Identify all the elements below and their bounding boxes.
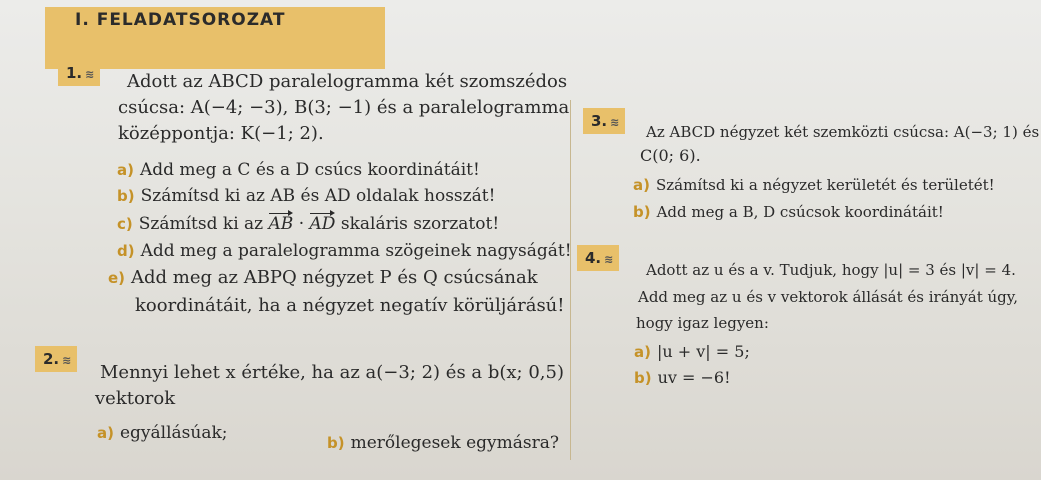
audio-icon: ≋	[85, 68, 95, 81]
dot: ·	[298, 214, 305, 234]
task-2-number: 2.	[43, 350, 60, 368]
task-4-number: 4.	[585, 249, 602, 267]
task-4-b	[634, 368, 731, 388]
audio-icon: ≋	[610, 116, 620, 129]
task-1-line-3: középpontja: K(−1; 2).	[118, 123, 324, 144]
marker: a)	[633, 176, 650, 194]
task-1-line-2: csúcsa: A(−4; −3), B(3; −1) és a paralelogramma	[118, 97, 570, 118]
text: uv = −6!	[657, 368, 731, 387]
marker: a)	[634, 343, 651, 361]
task-1-c	[117, 214, 499, 234]
marker: b)	[634, 369, 652, 387]
task-3-badge	[583, 108, 625, 134]
task-2-badge	[35, 346, 77, 372]
task-3-line-2: C(0; 6).	[640, 146, 701, 165]
task-2-line-2: vektorok	[95, 388, 176, 409]
text: Add meg a C és a D csúcs koordinátáit!	[139, 160, 480, 180]
task-1-d	[117, 241, 572, 261]
task-4-line-1: Adott az u és a v. Tudjuk, hogy |u| = 3 és |v| = 4.	[646, 261, 1016, 279]
task-1-a	[117, 160, 480, 180]
marker: c)	[117, 215, 133, 233]
task-1-badge	[58, 60, 100, 86]
marker: d)	[117, 242, 135, 260]
text: Számítsd ki a négyzet kerületét és területét!	[655, 176, 995, 194]
section-title: I. FELADATSOROZAT	[75, 10, 286, 30]
task-2-b	[327, 433, 559, 453]
marker: b)	[117, 187, 135, 205]
task-3-b	[633, 202, 944, 222]
task-2-line-1: Mennyi lehet x értéke, ha az a(−3; 2) és a b(x; 0,5)	[100, 362, 564, 383]
marker: a)	[117, 161, 134, 179]
audio-icon: ≋	[604, 253, 614, 266]
text-pre: Számítsd ki az	[138, 214, 264, 234]
vector-ad: AD	[309, 214, 336, 234]
text: Add meg az ABPQ négyzet P és Q csúcsának	[131, 267, 538, 288]
vector-ab: AB	[268, 214, 294, 234]
task-4-a	[634, 342, 750, 362]
text-post: skaláris szorzatot!	[340, 214, 500, 234]
task-2-a	[97, 423, 228, 443]
text: egyállásúak;	[119, 423, 228, 443]
task-4-line-3: hogy igaz legyen:	[636, 314, 769, 332]
marker: b)	[633, 203, 651, 221]
task-3-line-1: Az ABCD négyzet két szemközti csúcsa: A(−3; 1) és	[646, 123, 1040, 141]
text: merőlegesek egymásra?	[350, 433, 559, 453]
text: Add meg a paralelogramma szögeinek nagyságát!	[140, 241, 572, 261]
text: Add meg a B, D csúcsok koordinátáit!	[656, 203, 944, 221]
task-1-number: 1.	[66, 64, 83, 82]
text: |u + v| = 5;	[656, 342, 750, 361]
task-1-line-1: Adott az ABCD paralelogramma két szomszédos	[127, 71, 568, 92]
task-3-a	[633, 175, 995, 195]
marker: e)	[108, 269, 126, 287]
task-1-e-line-2: koordinátáit, ha a négyzet negatív körüljárású!	[135, 295, 565, 316]
task-1-b	[117, 186, 495, 206]
marker: b)	[327, 434, 345, 452]
task-3-number: 3.	[591, 112, 608, 130]
column-divider	[570, 100, 571, 460]
task-4-line-2: Add meg az u és v vektorok állását és irányát úgy,	[638, 288, 1019, 306]
marker: a)	[97, 424, 114, 442]
task-4-badge	[577, 245, 619, 271]
task-1-e	[108, 268, 538, 288]
text: Számítsd ki az AB és AD oldalak hosszát!	[140, 186, 496, 206]
audio-icon: ≋	[62, 354, 72, 367]
